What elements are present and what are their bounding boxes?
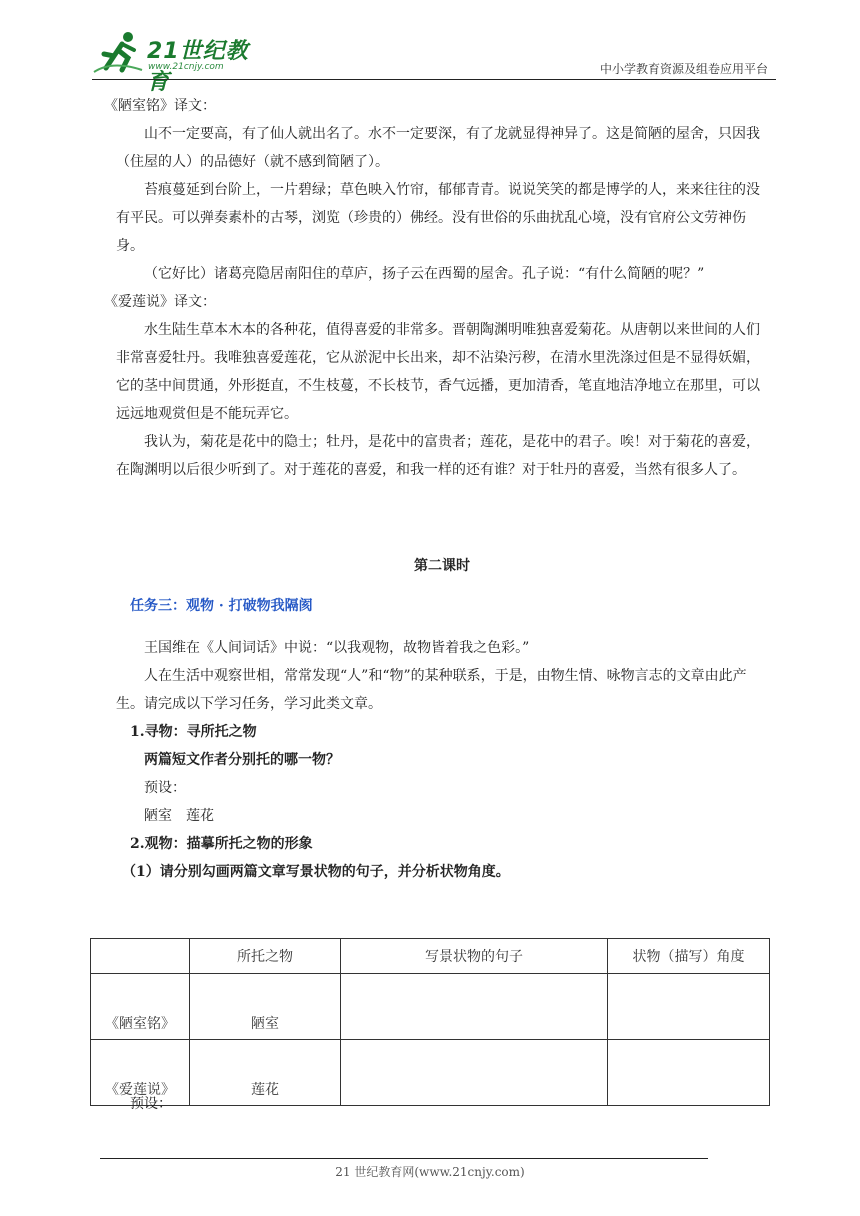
paragraph: 《爱莲说》译文： (104, 294, 216, 310)
task-heading: 任务三：观物 · 打破物我隔阂 (130, 598, 313, 614)
page-footer: 21 世纪教育网(www.21cnjy.com) (335, 1165, 525, 1179)
page-header (0, 0, 860, 95)
table-cell: 《爱莲说》 (91, 1040, 190, 1106)
paragraph: 苔痕蔓延到台阶上，一片碧绿；草色映入竹帘，郁郁青青。说说笑笑的都是博学的人，来来往往的没有平民。可以弹奏素朴的古琴，浏览（珍贵的）佛经。没有世俗的乐曲扰乱心境，没有官府公文劳神伤身。 (116, 182, 760, 254)
table-cell (341, 1040, 608, 1106)
table-header-cell: 写景状物的句子 (341, 939, 608, 974)
paragraph: 人在生活中观察世相，常常发现“人”和“物”的某种联系，于是，由物生情、咏物言志的文章由此产生。请完成以下学习任务，学习此类文章。 (116, 668, 747, 712)
question: 两篇短文作者分别托的哪一物？ (144, 752, 340, 768)
table-cell: 陋室 (190, 974, 341, 1040)
preset-label: 预设： (144, 780, 186, 796)
table-header-cell: 所托之物 (190, 939, 341, 974)
table-header-cell (91, 939, 190, 974)
paragraph: （它好比）诸葛亮隐居南阳住的草庐，扬子云在西蜀的屋舍。孔子说：“有什么简陋的呢？” (144, 266, 705, 282)
paragraph: 水生陆生草本木本的各种花，值得喜爱的非常多。晋朝陶渊明唯独喜爱菊花。从唐朝以来世间的人们非常喜爱牡丹。我唯独喜爱莲花，它从淤泥中长出来，却不沾染污秽，在清水里洗涤过但是不显得妖媚，它的茎中间贯通，外形挺直，不生枝蔓，不长枝节，香气远播，更加清香，笔直地洁净地立在那里，可以远远地观赏但是不能玩弄它。 (116, 322, 760, 422)
paragraph: 我认为，菊花是花中的隐士；牡丹，是花中的富贵者；莲花，是花中的君子。唉！对于菊花的喜爱，在陶渊明以后很少听到了。对于莲花的喜爱，和我一样的还有谁？对于牡丹的喜爱，当然有很多人了。 (116, 434, 760, 478)
table-row (91, 1040, 770, 1106)
table-cell (341, 974, 608, 1040)
sub-heading: 2.观物：描摹所托之物的形象 (130, 836, 313, 852)
table-header-cell: 状物（描写）角度 (608, 939, 770, 974)
table-row (91, 974, 770, 1040)
paragraph: 王国维在《人间词话》中说：“以我观物，故物皆着我之色彩。” (144, 640, 530, 656)
logo-url: www.21cnjy.com (148, 62, 224, 72)
document-body (104, 92, 768, 886)
analysis-table (90, 938, 770, 1106)
table-cell (608, 1040, 770, 1106)
table-cell: 《陋室铭》 (91, 974, 190, 1040)
header-divider (92, 79, 776, 80)
logo-text: 21世纪教育 (147, 39, 249, 95)
paragraph: 《陋室铭》译文： (104, 98, 216, 114)
spacer (116, 484, 768, 546)
table-cell (608, 974, 770, 1040)
question: （1）请分别勾画两篇文章写景状物的句子，并分析状物角度。 (122, 864, 510, 880)
table-cell: 莲花 (190, 1040, 341, 1106)
logo (92, 30, 262, 95)
lesson-title: 第二课时 (414, 558, 470, 574)
footer-divider (100, 1158, 708, 1159)
table-header-row (91, 939, 770, 974)
running-figure-icon (92, 30, 148, 74)
answer: 陋室 莲花 (144, 808, 214, 824)
sub-heading: 1.寻物：寻所托之物 (130, 724, 257, 740)
preset-label: 预设： (130, 1096, 172, 1112)
platform-name: 中小学教育资源及组卷应用平台 (599, 62, 768, 76)
paragraph: 山不一定要高，有了仙人就出名了。水不一定要深，有了龙就显得神异了。这是简陋的屋舍，只因我（住屋的人）的品德好（就不感到简陋了）。 (116, 126, 760, 170)
